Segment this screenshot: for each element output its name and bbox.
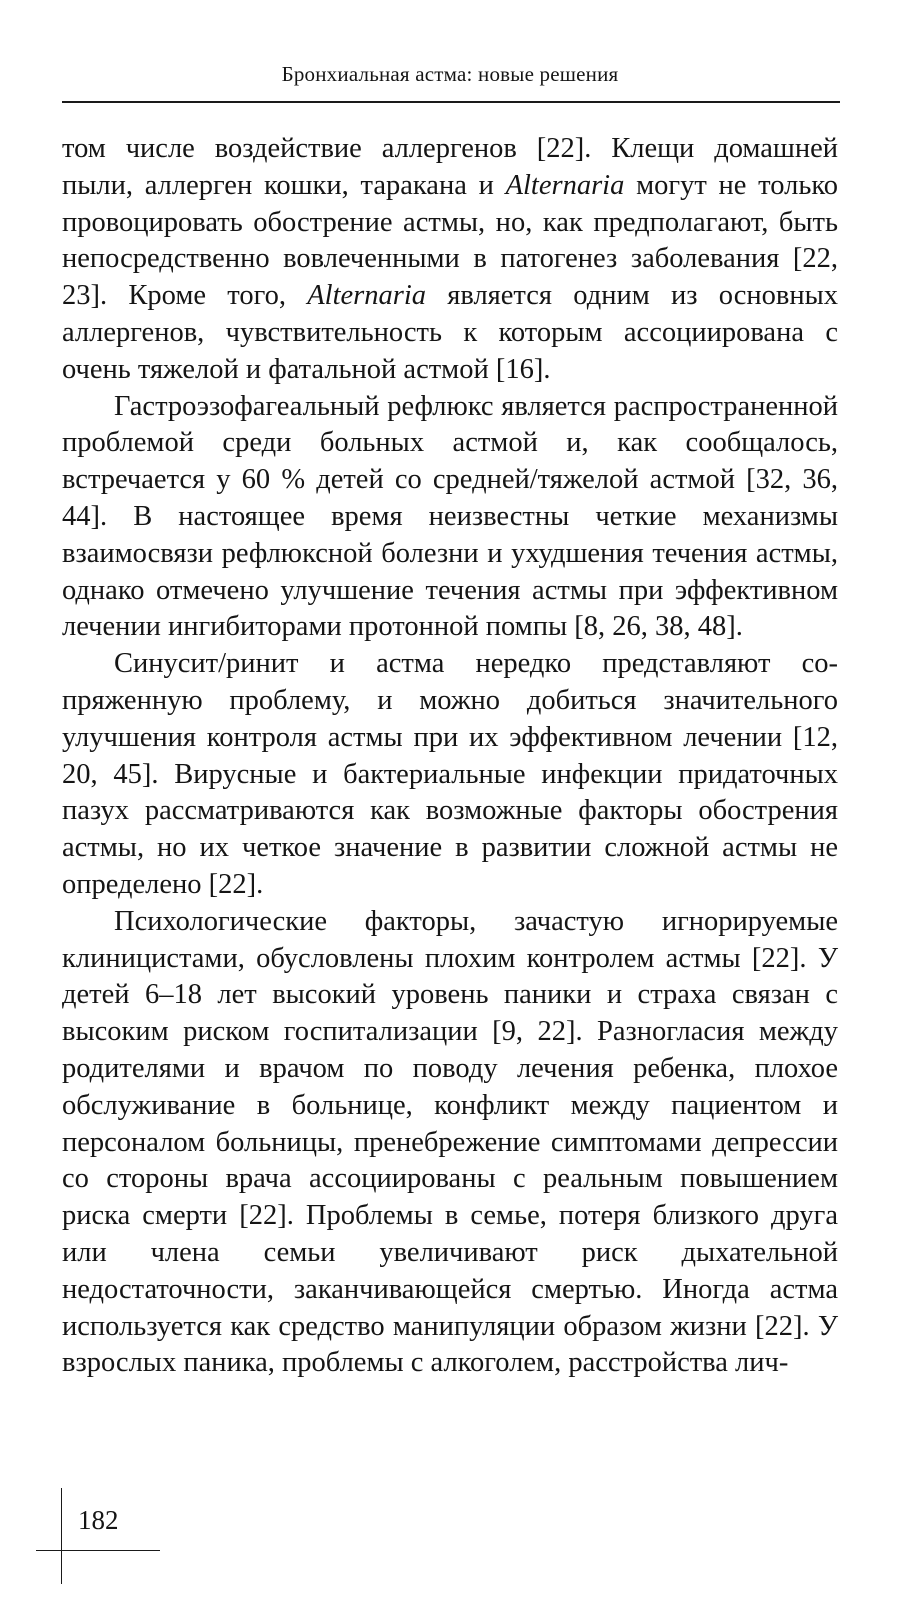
running-head: Бронхиальная астма: новые решения bbox=[281, 62, 619, 86]
body-text bbox=[62, 131, 838, 1382]
paragraph-allergens-part-3: является одним из основных аллергенов, чувствительность к которым ассоциирована с очень тяжелой и фатальной астмой [16]. bbox=[62, 280, 838, 385]
folio-horizontal-rule bbox=[36, 1550, 160, 1551]
page-number: 182 bbox=[78, 1505, 119, 1535]
alternaria-term-2: Alternaria bbox=[307, 280, 426, 312]
paragraph-psychological: Психологические факторы, зачастую игнорируемые клиницистами, обусловлены плохим контролем астмы [22]. У детей 6–18 лет высокий уровень паники и страха связан с высоким риском госпитализации [9, 22]. Разногласия между родителями и врачом по поводу лечения ребенка, плохое обслуживание в больнице, конфликт между пациентом и персоналом больницы, пренебрежение симптомами депрессии со стороны врача ассоциированы с реальным повышением риска смерти [22]. Проблемы в семье, потеря близкого друга или члена семьи увеличивают риск дыхательной недостаточности, заканчивающейся смертью. Иногда астма используется как средство манипуляции образом жизни [22]. У взрослых паника, проблемы с алкоголем, расстройства лич- bbox=[62, 905, 838, 1379]
paragraph-allergens bbox=[62, 131, 838, 389]
paragraph-allergens-part-1: том числе воздействие аллергенов [22]. Клещи домашней пыли, аллерген кошки, таракана и bbox=[62, 133, 838, 201]
header-rule bbox=[62, 101, 840, 103]
alternaria-term-1: Alternaria bbox=[505, 169, 625, 201]
folio-vertical-rule bbox=[61, 1488, 62, 1584]
paragraph-sinusitis: Синусит/ринит и астма нередко представляют сопряженную проблему, и можно добиться значительного улучшения контроля астмы при их эффективном лечении [12, 20, 45]. Вирусные и бактериальные инфекции придаточных пазух рассматриваются как возможные факторы обострения астмы, но их четкое значение в развитии сложной астмы не определено [22]. bbox=[62, 648, 838, 900]
paragraph-reflux: Гастроэзофагеальный рефлюкс является распространенной проблемой среди больных астмой и, как сообщалось, встречается у 60 % детей со средней/тяжелой астмой [32, 36, 44]. В настоящее время неизвестны четкие механизмы взаимосвязи рефлюксной болезни и ухудшения течения астмы, однако отмечено улучшение течения астмы при эффективном лечении ингибиторами протонной помпы [8, 26, 38, 48]. bbox=[62, 390, 838, 643]
paragraph-allergens-part-2: могут не только провоцировать обострение астмы, но, как предполагают, быть непосредственно вовлеченными в патогенез заболевания [22, 23]. Кроме того, bbox=[62, 169, 838, 312]
